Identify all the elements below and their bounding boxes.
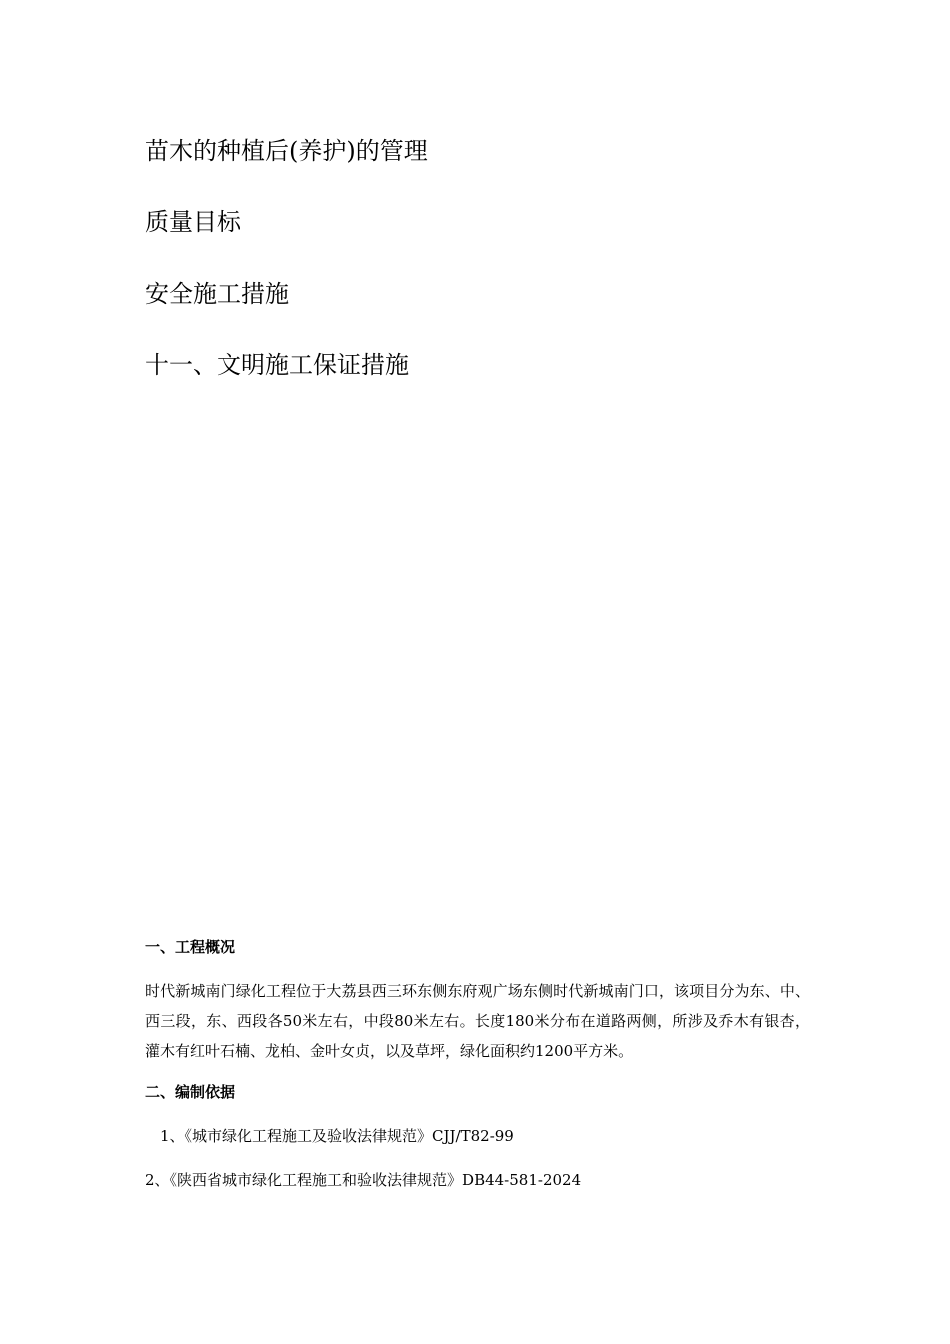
toc-item-safety-measures: 安全施工措施 bbox=[145, 280, 289, 308]
reference-item: 1、《城市绿化工程施工及验收法律规范》CJJ/T82-99 bbox=[160, 1127, 514, 1145]
section-heading-basis: 二、编制依据 bbox=[145, 1083, 236, 1101]
toc-item-quality-target: 质量目标 bbox=[145, 208, 241, 236]
toc-item-seedling-maintenance: 苗木的种植后(养护)的管理 bbox=[145, 137, 428, 165]
toc-item-civilized-construction: 十一、文明施工保证措施 bbox=[145, 351, 409, 379]
reference-item: 2、《陕西省城市绿化工程施工和验收法律规范》DB44-581-2024 bbox=[145, 1171, 582, 1189]
overview-paragraph: 时代新城南门绿化工程位于大荔县西三环东侧东府观广场东侧时代新城南门口，该项目分为东、中、西三段，东、西段各50米左右，中段80米左右。长度180米分布在道路两侧，所涉及乔木有银杏，灌木有红叶石楠、龙柏、金叶女贞，以及草坪，绿化面积约1200平方米。 bbox=[145, 982, 810, 1060]
section-heading-overview: 一、工程概况 bbox=[145, 938, 236, 956]
